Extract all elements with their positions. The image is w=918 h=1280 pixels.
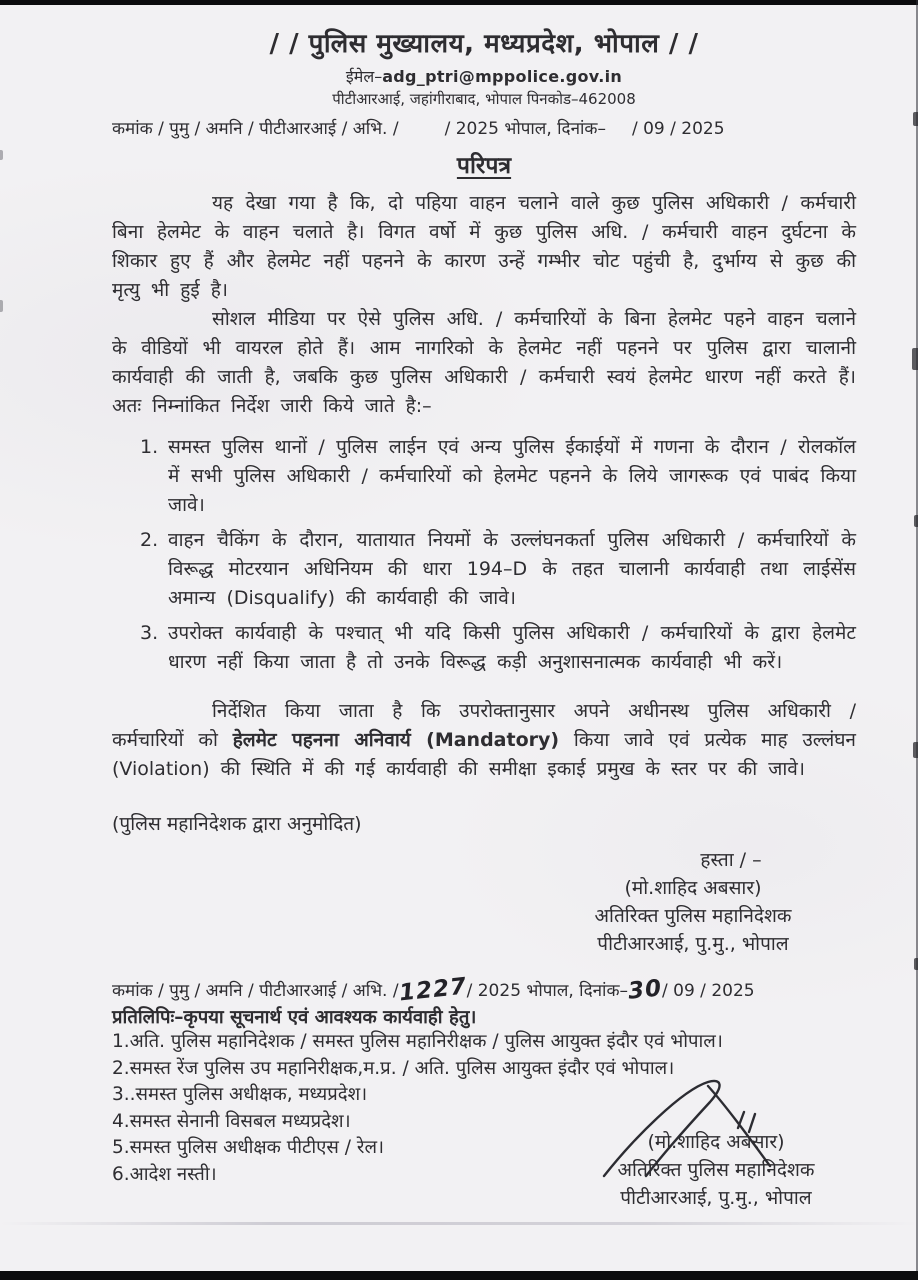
copy-item-5: 5.समस्त पुलिस अधीक्षक पीटीएस / रेल। bbox=[112, 1137, 384, 1158]
copy-item-6: 6.आदेश नस्ती। bbox=[112, 1163, 217, 1185]
ref-date: / 09 / 2025 bbox=[631, 119, 725, 139]
copy-to-heading: प्रतिलिपिः–कृपया सूचनार्थ एवं आवश्यक कार्यवाही हेतु। bbox=[112, 1007, 477, 1028]
document-title: परिपत्र bbox=[456, 153, 512, 179]
scan-artifact bbox=[0, 300, 3, 312]
closing-paragraph bbox=[112, 697, 856, 784]
signatory-name: (मो.शाहिद अबसार) bbox=[624, 877, 762, 899]
letterhead-title: / / पुलिस मुख्यालय, मध्यप्रदेश, भोपाल / / bbox=[269, 29, 699, 59]
directive-item-2 bbox=[112, 526, 856, 613]
copy-item-3: 3..समस्त पुलिस अधीक्षक, मध्यप्रदेश। bbox=[112, 1084, 368, 1105]
paper-crease bbox=[0, 1222, 918, 1225]
reference-number-line-2 bbox=[112, 973, 856, 1007]
directive-text: वाहन चैकिंग के दौरान, यातायात नियमों के उल्लंघनकर्ता पुलिस अधिकारी / कर्मचारियों के विरूद्ध मोटरयान अधिनियम की धारा 194–D के तहत चालानी कार्यवाही तथा लाईसेंस अमान्य (Disqualify) की कार्यवाही की जावे। bbox=[168, 529, 856, 609]
signatory-name: (मो.शाहिद अबसार) bbox=[647, 1131, 785, 1153]
directive-text: समस्त पुलिस थानों / पुलिस लाईन एवं अन्य पुलिस ईकाईयों में गणना के दौरान / रोलकॉल में सभी पुलिस अधिकारी / कर्मचारियों को हेलमेट पहनने के लिये जागरूक एवं पाबंद किया जावे। bbox=[168, 436, 856, 516]
mandatory-emphasis: हेलमेट पहनना अनिवार्य (Mandatory) bbox=[232, 729, 560, 751]
directive-text: उपरोक्त कार्यवाही के पश्चात् भी यदि किसी पुलिस अधिकारी / कर्मचारियों के द्वारा हेलमेट धारण नहीं किया जाता है तो उनके विरूद्ध कड़ी अनुशासनात्मक कार्यवाही भी करें। bbox=[168, 622, 856, 673]
ref-date-label: दिनांक– bbox=[579, 981, 628, 1001]
copy-item-2: 2.समस्त रेंज पुलिस उप महानिरीक्षक,म.प्र. / अति. पुलिस आयुक्त इंदौर एवं भोपाल। bbox=[112, 1057, 675, 1079]
scan-artifact bbox=[912, 348, 918, 370]
email-address: adg_ptri@mppolice.gov.in bbox=[382, 67, 623, 86]
signatory-designation: अतिरिक्त पुलिस महानिदेशक bbox=[594, 905, 792, 927]
paragraph-1: यह देखा गया है कि, दो पहिया वाहन चलाने वाले कुछ पुलिस अधिकारी / कर्मचारी बिना हेलमेट के वाहन चलाते है। विगत वर्षो में कुछ पुलिस अधि. / कर्मचारी वाहन दुर्घटना के शिकार हुए हैं और हेलमेट नहीं पहनने के कारण उन्हें गम्भीर चोट पहुंची है, दुर्भाग्य से कुछ की मृत्यु भी हुई है। bbox=[112, 192, 856, 301]
signatory-designation: अतिरिक्त पुलिस महानिदेशक bbox=[617, 1159, 815, 1181]
reference-number-line bbox=[112, 116, 856, 139]
ref-prefix: कमांक / पुमु / अमनि / पीटीआरआई / अभि. / bbox=[112, 981, 399, 1001]
handwritten-ref-number: 1227 bbox=[397, 973, 468, 1007]
letter-content bbox=[112, 24, 856, 1188]
signed-abbrev: हस्ता / – bbox=[700, 849, 762, 871]
directive-number: 2. bbox=[140, 529, 159, 551]
ref-year: / 2025 भोपाल, bbox=[466, 981, 574, 1001]
closing-text: किया जावे एवं प्रत्येक माह उल्लंघन (Violation) की स्थिति में की गई कार्यवाही की समीक्षा इकाई प्रमुख के स्तर पर की जावे। bbox=[112, 729, 856, 780]
signature-block-bottom bbox=[566, 1128, 866, 1212]
directive-item-1 bbox=[112, 433, 856, 520]
directive-list bbox=[112, 433, 856, 677]
signatory-office: पीटीआरआई, पु.मु., भोपाल bbox=[597, 933, 789, 955]
scan-edge-top bbox=[0, 0, 918, 5]
handwritten-day: 30 bbox=[626, 975, 664, 1005]
copy-item-1: 1.अति. पुलिस महानिदेशक / समस्त पुलिस महानिरीक्षक / पुलिस आयुक्त इंदौर एवं भोपाल। bbox=[112, 1031, 723, 1052]
approval-note: (पुलिस महानिदेशक द्वारा अनुमोदित) bbox=[112, 813, 362, 835]
signatory-office: पीटीआरआई, पु.मु., भोपाल bbox=[620, 1187, 812, 1209]
scan-edge-bottom bbox=[0, 1271, 918, 1280]
scan-artifact bbox=[0, 150, 3, 160]
directive-number: 3. bbox=[140, 622, 159, 644]
letterhead-email-line bbox=[112, 65, 856, 87]
directive-item-3 bbox=[112, 619, 856, 677]
signature-block-top bbox=[538, 846, 848, 958]
scan-artifact bbox=[913, 742, 918, 758]
closing-text: निर्देशित किया जाता है कि उपरोक्तानुसार अपने अधीनस्थ पुलिस अधिकारी / कर्मचारियों को bbox=[112, 700, 856, 751]
scan-artifact bbox=[914, 515, 918, 527]
ref-year: / 2025 भोपाल, bbox=[444, 119, 552, 139]
scan-artifact bbox=[914, 958, 918, 970]
paragraph-2: सोशल मीडिया पर ऐसे पुलिस अधि. / कर्मचारियों के बिना हेलमेट पहने वाहन चलाने के वीडियों भी वायरल होते हैं। आम नागरिको के हेलमेट नहीं पहनने पर पुलिस द्वारा चालानी कार्यवाही की जाती है, जबकि कुछ पुलिस अधिकारी / कर्मचारी स्वयं हेलमेट धारण नहीं करते हैं। अतः निम्नांकित निर्देश जारी किये जाते है:– bbox=[112, 308, 856, 417]
letterhead-address: पीटीआरआई, जहांगीराबाद, भोपाल पिनकोड–462008 bbox=[332, 90, 636, 108]
scan-artifact bbox=[913, 112, 918, 126]
ref-date: / 09 / 2025 bbox=[662, 981, 755, 1001]
ref-prefix: कमांक / पुमु / अमनि / पीटीआरआई / अभि. / bbox=[112, 119, 399, 139]
directive-number: 1. bbox=[140, 436, 159, 458]
email-label: ईमेल– bbox=[345, 67, 383, 86]
ref-date-label: दिनांक– bbox=[557, 119, 606, 139]
copy-item-4: 4.समस्त सेनानी विसबल मध्यप्रदेश। bbox=[112, 1110, 351, 1132]
